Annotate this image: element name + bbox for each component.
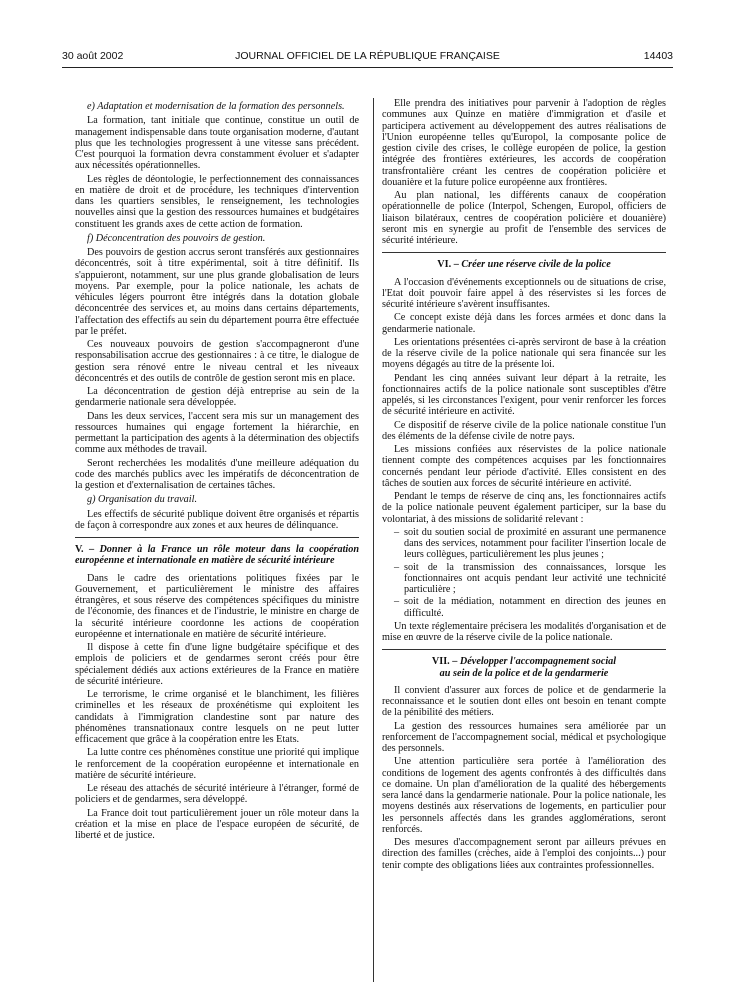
paragraph: La déconcentration de gestion déjà entreprise au sein de la gendarmerie nationale sera développée. (75, 386, 359, 409)
paragraph: Le réseau des attachés de sécurité intérieure à l'étranger, formé de policiers et de gendarmes, sera développé. (75, 783, 359, 806)
section-5-number: V. – (75, 544, 95, 555)
header-journal-title: JOURNAL OFFICIEL DE LA RÉPUBLIQUE FRANÇAISE (235, 50, 500, 62)
section-6-heading: Créer une réserve civile de la police (461, 259, 611, 271)
paragraph: Le terrorisme, le crime organisé et le blanchiment, les filières criminelles et les réseaux de proxénétisme qui exploitent les candidats à l'immigration clandestine sont par nature des phénomènes transnationaux contre lesquels on ne peut lutter efficacement que grâce à la coopération entre les Etats. (75, 689, 359, 745)
solidarity-missions-list (382, 527, 666, 619)
section-6-title (382, 259, 666, 270)
header-page-number: 14403 (643, 50, 673, 62)
paragraph: Pendant le temps de réserve de cinq ans, les fonctionnaires actifs de la police nationale peuvent également participer, sur la base du volontariat, à des missions de solidarité relevant : (382, 491, 666, 525)
paragraph: Ces nouveaux pouvoirs de gestion s'accompagneront d'une responsabilisation accrue des gestionnaires : à ce titre, le dialogue de gestion sera rénové entre le niveau central et les niveaux déconcentrés et des outils de contrôle de gestion seront mis en place. (75, 339, 359, 384)
section-rule (75, 537, 359, 538)
section-7-heading-line-1: Développer l'accompagnement social (459, 656, 617, 668)
subheading-f: f) Déconcentration des pouvoirs de gestion. (87, 232, 266, 244)
right-column (382, 98, 666, 873)
section-7-number: VII. – (431, 656, 458, 668)
column-divider (373, 98, 374, 982)
paragraph: La lutte contre ces phénomènes constitue une priorité qui implique le renforcement de la coopération européenne et internationale en matière de sécurité intérieure. (75, 747, 359, 781)
paragraph: La formation, tant initiale que continue, constitue un outil de management indispensable dans toute organisation moderne, d'autant plus que les technologies progressent à une vitesse sans précédent. C'est pourquoi la formation devra constamment évoluer et s'adapter aux nécessités opérationnelles. (75, 115, 359, 172)
section-5-heading: Donner à la France un rôle moteur dans la coopération européenne et internationale en matière de sécurité intérieure (75, 544, 360, 567)
left-column (75, 98, 359, 843)
paragraph: Les missions confiées aux réservistes de la police nationale tiennent compte des compétences acquises par les fonctionnaires concernés pendant leur période d'activité. Elles consistent en des tâches de soutien aux forces de sécurité intérieure en activité. (382, 444, 666, 489)
paragraph: Dans le cadre des orientations politiques fixées par le Gouvernement, et particulièrement le ministre des affaires étrangères, et sous réserve des compétences spécifiques du ministre de l'économie, des finances et de l'industrie, le ministre en charge de la sécurité intérieure coordonne les actions de coopération européenne et internationale en matière de sécurité intérieure. (75, 572, 359, 640)
paragraph: Au plan national, les différents canaux de coopération opérationnelle de police (Interpol, Schengen, Europol, officiers de liaison bilatéraux, centres de coopération policière et douanière) seront mis en synergie au profit de l'ensemble des services de sécurité intérieure. (382, 190, 666, 246)
section-rule (382, 649, 666, 650)
paragraph: Des pouvoirs de gestion accrus seront transférés aux gestionnaires déconcentrés, soit à titre expérimental, soit à titre définitif. Ils s'appuieront, notamment, sur une plus grande globalisation de leurs moyens. Par exemple, pour la police nationale, les achats de véhicules légers pourront être intégrés dans la dotation globale déconcentrée des services et, au moins dans certains départements, l'affectation des effectifs au sein du département pourra être effectuée par le préfet. (75, 247, 359, 337)
section-7-heading-line-2: au sein de la police et de la gendarmerie (439, 667, 609, 679)
header-date: 30 août 2002 (62, 50, 124, 62)
paragraph: Elle prendra des initiatives pour parvenir à l'adoption de règles communes aux Quinze en matière d'immigration et d'asile et participera activement au développement des autres réalisations de l'Union européenne telles qu'Europol, la composante police de gestion civile des crises, le collège européen de police, la gestion intégrée des frontières extérieures, les accords de coopération transfrontalière créant les centres de coopération policière et douanière et la future police européenne aux frontières. (382, 98, 666, 188)
paragraph: Ce concept existe déjà dans les forces armées et donc dans la gendarmerie nationale. (382, 312, 666, 335)
paragraph: La France doit tout particulièrement jouer un rôle moteur dans la création et la mise en place de l'espace européen de sécurité, de liberté et de justice. (75, 807, 359, 841)
section-7-title (382, 656, 666, 679)
header-rule (62, 67, 673, 68)
paragraph: Il convient d'assurer aux forces de police et de gendarmerie la reconnaissance et le soutien dont elles ont besoin en tenant compte de la pénibilité des métiers. (382, 684, 666, 719)
paragraph: Les effectifs de sécurité publique doivent être organisés et répartis de façon à correspondre aux zones et aux heures de délinquance. (75, 508, 359, 531)
paragraph: Pendant les cinq années suivant leur départ à la retraite, les fonctionnaires actifs de la police nationale sont susceptibles d'être appelés, si les circonstances l'exigent, pour venir renforcer les forces de sécurité intérieure en activité. (382, 372, 666, 418)
paragraph: Les règles de déontologie, le perfectionnement des connaissances en matière de droit et de procédure, les techniques d'intervention dans les quartiers sensibles, le renseignement, les technologies nouvelles ainsi que la gestion des ressources humaines et budgétaires constituent les grands axes de cette action de formation. (75, 173, 359, 230)
section-rule (382, 252, 666, 253)
page-header (62, 50, 673, 72)
paragraph: A l'occasion d'événements exceptionnels ou de situations de crise, l'Etat doit pouvoir faire appel à des réservistes si les forces de sécurité intérieure s'avèrent insuffisantes. (382, 276, 666, 310)
section-6-number: VI. – (437, 259, 459, 271)
paragraph: Il dispose à cette fin d'une ligne budgétaire spécifique et des emplois de policiers et de gendarmes seront créés pour être spécialement dédiés aux actions extérieures de la France en matière de sécurité intérieure. (75, 642, 359, 687)
paragraph: Un texte réglementaire précisera les modalités d'organisation et de mise en œuvre de la réserve civile de la police nationale. (382, 620, 666, 643)
list-item: – soit de la médiation, notamment en direction des jeunes en difficulté. (394, 596, 666, 619)
list-item: – soit de la transmission des connaissances, lorsque les fonctionnaires ont acquis pendant leur activité une technicité particulière ; (394, 562, 666, 596)
paragraph: Des mesures d'accompagnement seront par ailleurs prévues en direction des familles (crèches, aide à l'emploi des conjoints...) pour tenir compte des obligations liées aux contraintes professionnelles. (382, 837, 666, 871)
paragraph: Dans les deux services, l'accent sera mis sur un management des ressources humaines qui engage fortement la hiérarchie, en permettant la participation des agents à la détermination des objectifs comme aux méthodes de travail. (75, 410, 359, 456)
paragraph: Ce dispositif de réserve civile de la police nationale constitue l'un des éléments de la défense civile de notre pays. (382, 419, 666, 442)
paragraph: La gestion des ressources humaines sera améliorée par un renforcement de l'accompagnement social, médical et psychologique des personnels. (382, 720, 666, 754)
paragraph: Les orientations présentées ci-après serviront de base à la création de la réserve civile de la police nationale qui sera financée sur les moyens dégagés au titre de la présente loi. (382, 336, 666, 371)
subheading-g: g) Organisation du travail. (87, 494, 197, 506)
paragraph: Seront recherchées les modalités d'une meilleure adéquation du code des marchés publics avec les impératifs de déconcentration de la gestion et d'externalisation de certaines tâches. (75, 457, 359, 491)
paragraph: Une attention particulière sera portée à l'amélioration des conditions de logement des agents confrontés à des difficultés dans ce domaine. Un plan d'amélioration de la qualité des hébergements sera lancé dans la gendarmerie nationale. Pour la police nationale, les moyens destinés aux réservations de logements, en particulier pour les personnels affectés dans les grandes agglomérations, seront renforcés. (382, 756, 666, 835)
list-item: – soit du soutien social de proximité en assurant une permanence dans des services, notamment pour faciliter l'insertion locale de leurs collègues, particulièrement les plus jeunes ; (394, 527, 666, 561)
section-5-title (75, 544, 359, 567)
subheading-e: e) Adaptation et modernisation de la formation des personnels. (87, 101, 345, 112)
